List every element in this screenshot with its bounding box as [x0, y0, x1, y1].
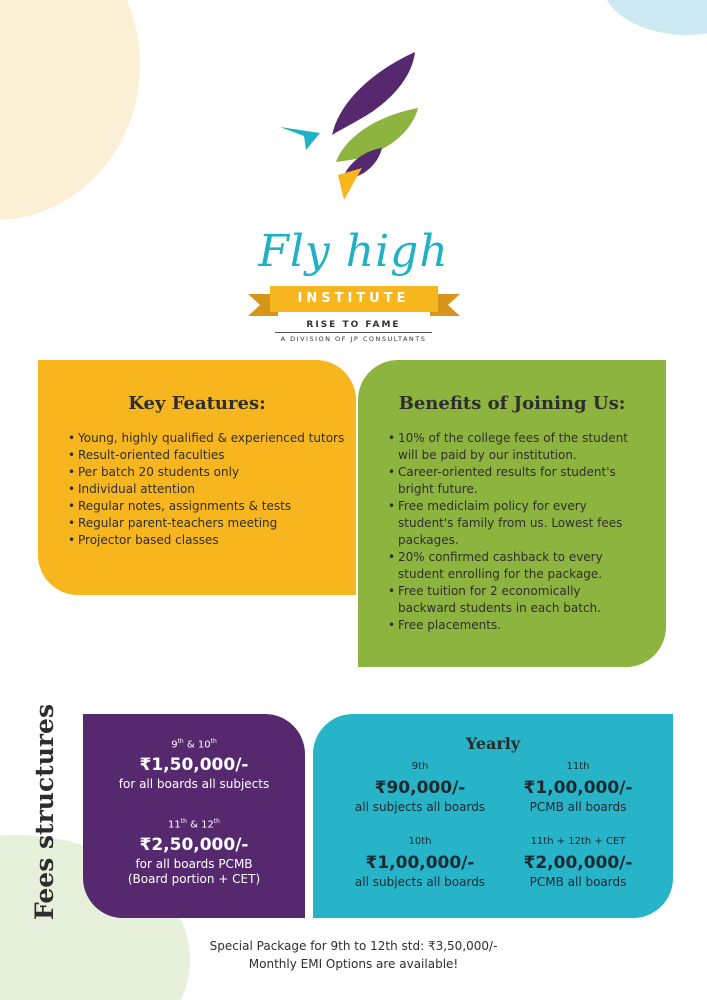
- list-item: • Regular notes, assignments & tests: [68, 498, 346, 515]
- yearly-grade: 10th: [408, 836, 432, 847]
- emi-options-text: Monthly EMI Options are available!: [248, 957, 459, 971]
- background-blob-top-right: [602, 0, 707, 35]
- yearly-grade: 9th: [411, 761, 429, 772]
- yearly-description: PCMB all boards: [529, 875, 627, 889]
- fee-block-9-10: [83, 738, 305, 792]
- yearly-description: all subjects all boards: [354, 800, 486, 814]
- yearly-cell-11th-12th-cet: [493, 836, 663, 889]
- benefits-list: [358, 430, 666, 634]
- yearly-description: PCMB all boards: [529, 800, 627, 814]
- list-item: • Free tuition for 2 economically backward students in each batch.: [388, 583, 638, 617]
- fee-grade: 9th & 10th: [171, 738, 217, 751]
- special-package-text: Special Package for 9th to 12th std: ₹3,50,000/-: [209, 939, 498, 953]
- yearly-title: Yearly: [465, 734, 521, 753]
- yearly-cell-10th: [335, 836, 505, 889]
- background-blob-top-left: [0, 0, 140, 220]
- list-item: • 10% of the college fees of the student will be paid by our institution.: [388, 430, 638, 464]
- yearly-cell-9th: [335, 761, 505, 814]
- fee-amount: ₹1,50,000/-: [139, 755, 249, 776]
- fee-description: for all boards PCMB: [135, 857, 253, 872]
- yearly-grade: 11th: [566, 761, 590, 772]
- list-item: • Free mediclaim policy for every student's family from us. Lowest fees packages.: [388, 498, 638, 549]
- benefits-title: Benefits of Joining Us:: [398, 393, 626, 414]
- yearly-amount: ₹90,000/-: [374, 778, 466, 798]
- package-fees-card: [83, 714, 305, 918]
- division-line: A DIVISION OF JP CONSULTANTS: [280, 335, 427, 343]
- list-item: • Projector based classes: [68, 532, 346, 549]
- tagline-divider: [275, 332, 432, 333]
- fee-description: for all boards all subjects: [118, 777, 270, 792]
- yearly-fees-card: [313, 714, 673, 918]
- fee-description-note: (Board portion + CET): [127, 872, 261, 887]
- yearly-amount: ₹1,00,000/-: [523, 778, 633, 798]
- bird-logo-icon: [270, 40, 420, 210]
- key-features-card: [38, 360, 356, 595]
- list-item: • Result-oriented faculties: [68, 447, 346, 464]
- yearly-amount: ₹1,00,000/-: [365, 853, 475, 873]
- list-item: • Free placements.: [388, 617, 638, 634]
- special-package-footer: [0, 937, 707, 973]
- list-item: • Career-oriented results for student's bright future.: [388, 464, 638, 498]
- yearly-grade: 11th + 12th + CET: [530, 836, 626, 847]
- benefits-card: [358, 360, 666, 667]
- fee-grade: 11th & 12th: [168, 818, 220, 831]
- fee-block-11-12: [83, 818, 305, 887]
- fee-amount: ₹2,50,000/-: [139, 835, 249, 856]
- list-item: • Per batch 20 students only: [68, 464, 346, 481]
- brand-name: Fly high: [258, 226, 449, 277]
- ribbon-label: INSTITUTE: [297, 291, 410, 306]
- list-item: • Young, highly qualified & experienced tutors: [68, 430, 346, 447]
- fees-structures-heading: Fees structures: [30, 703, 59, 920]
- list-item: • 20% confirmed cashback to every student enrolling for the package.: [388, 549, 638, 583]
- list-item: • Individual attention: [68, 481, 346, 498]
- yearly-amount: ₹2,00,000/-: [523, 853, 633, 873]
- list-item: • Regular parent-teachers meeting: [68, 515, 346, 532]
- yearly-description: all subjects all boards: [354, 875, 486, 889]
- tagline: RISE TO FAME: [306, 320, 401, 330]
- key-features-title: Key Features:: [128, 393, 266, 414]
- key-features-list: [38, 430, 356, 549]
- yearly-cell-11th: [493, 761, 663, 814]
